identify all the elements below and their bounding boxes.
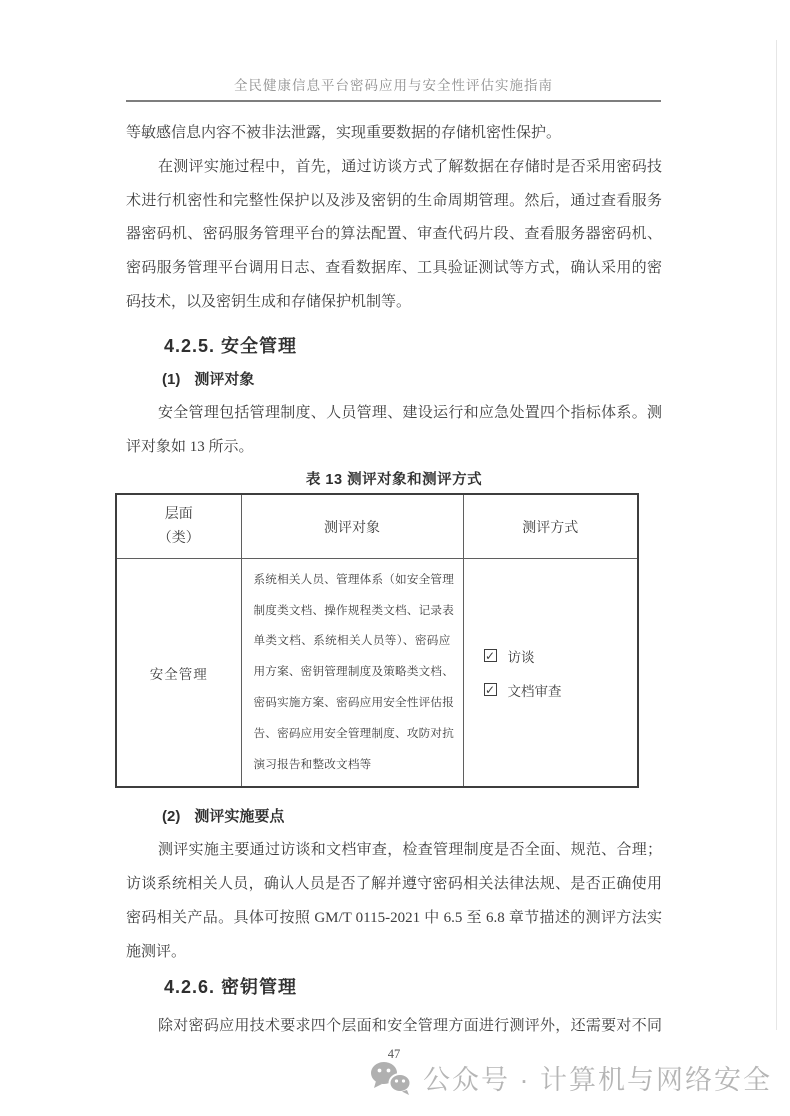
text-line: 等敏感信息内容不被非法泄露，实现重要数据的存储机密性保护。 bbox=[126, 125, 562, 141]
checkbox-checked-icon: ✓ bbox=[484, 682, 496, 697]
section-heading-426: 4.2.6. 密钥管理 bbox=[164, 976, 298, 997]
text-line: 系统相关人员、管理体系（如安全管理 bbox=[253, 572, 454, 586]
text-line: 评对象如 13 所示。 bbox=[126, 438, 254, 455]
text-line: 码技术，以及密钥生成和存储保护机制等。 bbox=[126, 293, 412, 310]
cell-layer: 安全管理 bbox=[116, 558, 241, 787]
subsection-number: (2) bbox=[162, 808, 181, 826]
subsection-title: 测评对象 bbox=[194, 370, 255, 388]
text-line: 除对密码应用技术要求四个层面和安全管理方面进行测评外，还需要对不同 bbox=[158, 1017, 662, 1034]
wechat-icon bbox=[369, 1060, 413, 1096]
method-item bbox=[484, 639, 638, 673]
text-line: 在测评实施过程中，首先，通过访谈方式了解数据在存储时是否采用密码技 bbox=[158, 158, 662, 175]
method-label: 文档审查 bbox=[507, 683, 562, 699]
text-line: 访谈系统相关人员，确认人员是否了解并遵守密码相关法律法规、是否正确使用 bbox=[126, 876, 662, 893]
scan-edge-artifact bbox=[776, 40, 777, 1030]
evaluation-table bbox=[115, 493, 639, 788]
paragraph bbox=[126, 151, 662, 320]
document-title: 全民健康信息平台密码应用与安全性评估实施指南 bbox=[234, 78, 553, 93]
column-header-layer-line2: （类） bbox=[157, 530, 200, 546]
text-line: 单类文档、系统相关人员等）、密码应 bbox=[253, 634, 451, 648]
page-content bbox=[126, 117, 662, 1062]
method-item bbox=[484, 673, 638, 707]
table-header-row bbox=[116, 494, 638, 558]
header-rule bbox=[126, 100, 661, 102]
column-header-objects: 测评对象 bbox=[241, 494, 463, 558]
text-line: 术进行机密性和完整性保护以及涉及密钥的生命周期管理。然后，通过查看服务 bbox=[126, 192, 662, 209]
section-heading-425: 4.2.5. 安全管理 bbox=[164, 335, 298, 356]
text-line: 安全管理包括管理制度、人员管理、建设运行和应急处置四个指标体系。测 bbox=[158, 404, 662, 421]
text-line: 告、密码应用安全管理制度、攻防对抗 bbox=[253, 726, 454, 740]
text-line: 器密码机、密码服务管理平台的算法配置、审查代码片段、查看服务器密码机、 bbox=[126, 226, 662, 243]
column-header-layer-line1: 层面 bbox=[164, 506, 193, 522]
method-label: 访谈 bbox=[507, 649, 535, 665]
cell-methods bbox=[463, 558, 638, 787]
text-line: 密码服务管理平台调用日志、查看数据库、工具验证测试等方式，确认采用的密 bbox=[126, 260, 662, 277]
cell-objects bbox=[241, 558, 463, 787]
table-row bbox=[116, 558, 638, 787]
column-header-methods: 测评方式 bbox=[463, 494, 638, 558]
text-line: 密码相关产品。具体可按照 GM/T 0115-2021 中 6.5 至 6.8 章节描述的测评方法实 bbox=[126, 910, 662, 927]
subsection-heading-2 bbox=[162, 802, 662, 832]
page-number: 47 bbox=[387, 1047, 401, 1062]
text-line: 密码实施方案、密码应用安全性评估报 bbox=[253, 696, 454, 710]
paragraph bbox=[126, 834, 662, 969]
text-line: 施测评。 bbox=[126, 943, 187, 960]
footer-text: 公众号 · 计算机与网络安全 bbox=[423, 1065, 772, 1095]
column-header-layer bbox=[116, 494, 241, 558]
subsection-heading-1 bbox=[162, 365, 662, 395]
paragraph bbox=[126, 117, 662, 151]
page-header bbox=[126, 0, 661, 102]
text-line: 演习报告和整改文档等 bbox=[253, 757, 372, 771]
footer-watermark bbox=[369, 1058, 772, 1097]
table-caption: 表 13 测评对象和测评方式 bbox=[305, 472, 483, 489]
paragraph bbox=[126, 397, 662, 465]
text-line: 测评实施主要通过访谈和文档审查，检查管理制度是否全面、规范、合理； bbox=[158, 842, 662, 859]
text-line: 制度类文档、操作规程类文档、记录表 bbox=[253, 603, 454, 617]
text-line: 用方案、密钥管理制度及策略类文档、 bbox=[253, 665, 454, 679]
subsection-number: (1) bbox=[162, 370, 181, 388]
checkbox-checked-icon: ✓ bbox=[484, 648, 496, 663]
subsection-title: 测评实施要点 bbox=[194, 808, 285, 826]
paragraph bbox=[126, 1010, 662, 1044]
